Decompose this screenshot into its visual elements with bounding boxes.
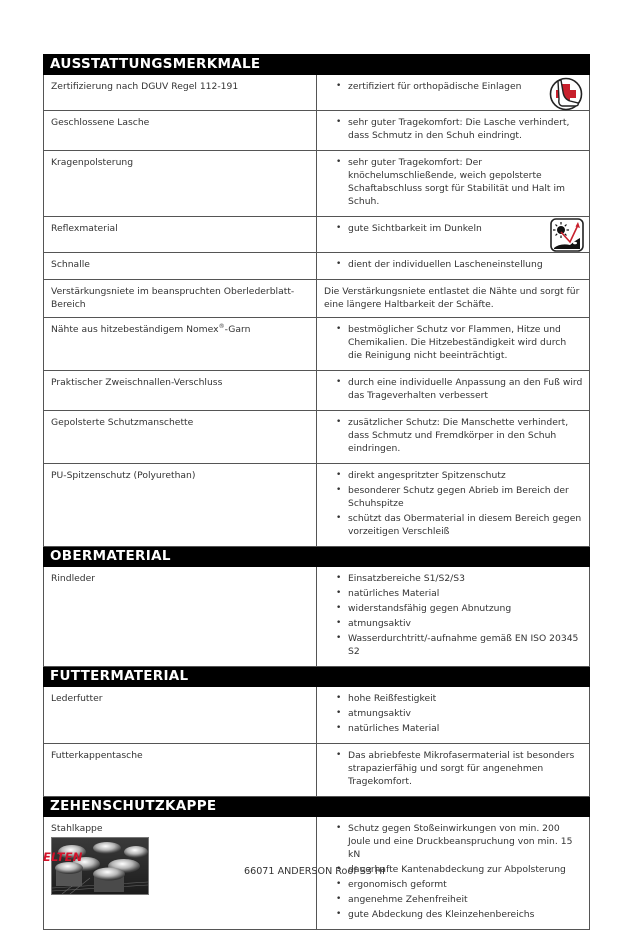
section-header-zehenschutzkappe [44,797,590,817]
row-label: Zertifizierung nach DGUV Regel 112-191 [44,75,317,111]
registered-mark: ® [218,322,225,330]
row-value [317,75,590,111]
row-label: Kragenpolsterung [44,151,317,217]
spec-row [44,744,590,797]
row-label: Praktischer Zweischnallen-Verschluss [44,371,317,411]
row-label: Futterkappentasche [44,744,317,797]
section-title: AUSSTATTUNGSMERKMALE [44,55,590,75]
bullet-item: • dient der individuellen Lascheneinstellung [336,258,583,271]
elten-logo: ELTEN [43,850,83,864]
row-label: Geschlossene Lasche [44,111,317,151]
row-label: Gepolsterte Schutzmanschette [44,411,317,464]
row-value [317,253,590,280]
section-header-futtermaterial [44,667,590,687]
bullet-item: • zusätzlicher Schutz: Die Manschette verhindert, dass Schmutz und Fremdkörper in den Schuh eindringen. [336,416,583,455]
row-value [317,151,590,217]
bullet-item: • zertifiziert für orthopädische Einlagen [336,80,583,93]
spec-row [44,687,590,744]
bullet-item: • natürliches Material [336,722,583,735]
bullet-item: • Einsatzbereiche S1/S2/S3 [336,572,583,585]
bullet-item: • besonderer Schutz gegen Abrieb im Bereich der Schuhspitze [336,484,583,510]
spec-row [44,217,590,253]
section-title: ZEHENSCHUTZKAPPE [44,797,590,817]
row-label: PU-Spitzenschutz (Polyurethan) [44,464,317,547]
row-value [317,318,590,371]
bullet-item: • schützt das Obermaterial in diesem Bereich gegen vorzeitigen Verschleiß [336,512,583,538]
bullet-item: • Schutz gegen Stoßeinwirkungen von min. 200 Joule und eine Druckbeanspruchung von min. 15 kN [336,822,583,861]
bullet-item: • atmungsaktiv [336,707,583,720]
row-text: Die Verstärkungsniete entlastet die Nähte und sorgt für eine längere Haltbarkeit der Schäfte. [317,280,590,318]
row-label: Verstärkungsniete im beanspruchten Oberlederblatt-Bereich [44,280,317,318]
spec-row [44,75,590,111]
spec-row [44,318,590,371]
bullet-item: • bestmöglicher Schutz vor Flammen, Hitze und Chemikalien. Die Hitzebeständigkeit wird durch die Reinigung nicht beeinträchtigt. [336,323,583,362]
bullet-list [324,416,583,455]
spec-row [44,151,590,217]
bullet-list [324,156,583,208]
row-value [317,111,590,151]
spec-sheet [43,54,590,930]
product-name: 66071 ANDERSON Roof S3 HI [244,866,385,877]
bullet-item: • natürliches Material [336,587,583,600]
section-title: FUTTERMATERIAL [44,667,590,687]
spec-row [44,411,590,464]
bullet-item: • durch eine individuelle Anpassung an den Fuß wird das Trageverhalten verbessert [336,376,583,402]
bullet-list [324,323,583,362]
bullet-item: • dauerhafte Kantenabdeckung zur Abpolsterung [336,863,583,876]
row-value [317,217,590,253]
row-value [317,464,590,547]
bullet-list [324,469,583,538]
bullet-item: • atmungsaktiv [336,617,583,630]
spec-row [44,111,590,151]
bullet-item: • direkt angespritzter Spitzenschutz [336,469,583,482]
spec-row [44,567,590,667]
bullet-list [324,116,583,142]
bullet-item: • hohe Reißfestigkeit [336,692,583,705]
bullet-list [324,749,583,788]
bullet-item: • gute Abdeckung des Kleinzehenbereichs [336,908,583,921]
bullet-item: • sehr guter Tragekomfort: Die Lasche verhindert, dass Schmutz in den Schuh eindringt. [336,116,583,142]
bullet-item: • Wasserdurchtritt/-aufnahme gemäß EN ISO 20345 S2 [336,632,583,658]
orthopedic-certification-icon [548,75,584,111]
bullet-list [324,222,583,235]
label-text: Nähte aus hitzebeständigem Nomex [51,324,219,335]
bullet-list [324,692,583,735]
bullet-list [324,258,583,271]
row-label: Lederfutter [44,687,317,744]
bullet-item: • Das abriebfeste Mikrofasermaterial ist besonders strapazierfähig und sorgt für angenehmen Tragekomfort. [336,749,583,788]
row-value [317,411,590,464]
section-header-ausstattungsmerkmale [44,55,590,75]
row-label: Schnalle [44,253,317,280]
bullet-item: • gute Sichtbarkeit im Dunkeln [336,222,583,235]
bullet-item: • widerstandsfähig gegen Abnutzung [336,602,583,615]
bullet-list [324,376,583,402]
label-text: Stahlkappe [51,823,103,834]
bullet-item: • sehr guter Tragekomfort: Der knöchelumschließende, weich gepolsterte Schaftabschluss sorgt für Stabilität und Halt im Schuh. [336,156,583,208]
spec-row [44,371,590,411]
row-value [317,567,590,667]
bullet-list [324,80,583,93]
reflective-material-icon [550,218,584,252]
bullet-item: • angenehme Zehenfreiheit [336,893,583,906]
row-label: Rindleder [44,567,317,667]
row-value [317,744,590,797]
row-value [317,687,590,744]
section-header-obermaterial [44,547,590,567]
spec-row [44,253,590,280]
bullet-list [324,572,583,658]
spec-table [43,54,590,930]
row-label [44,318,317,371]
spec-row [44,464,590,547]
bullet-item: • ergonomisch geformt [336,878,583,891]
section-title: OBERMATERIAL [44,547,590,567]
row-label: Reflexmaterial [44,217,317,253]
spec-row [44,280,590,318]
label-text-suffix: -Garn [224,324,251,335]
row-value [317,371,590,411]
